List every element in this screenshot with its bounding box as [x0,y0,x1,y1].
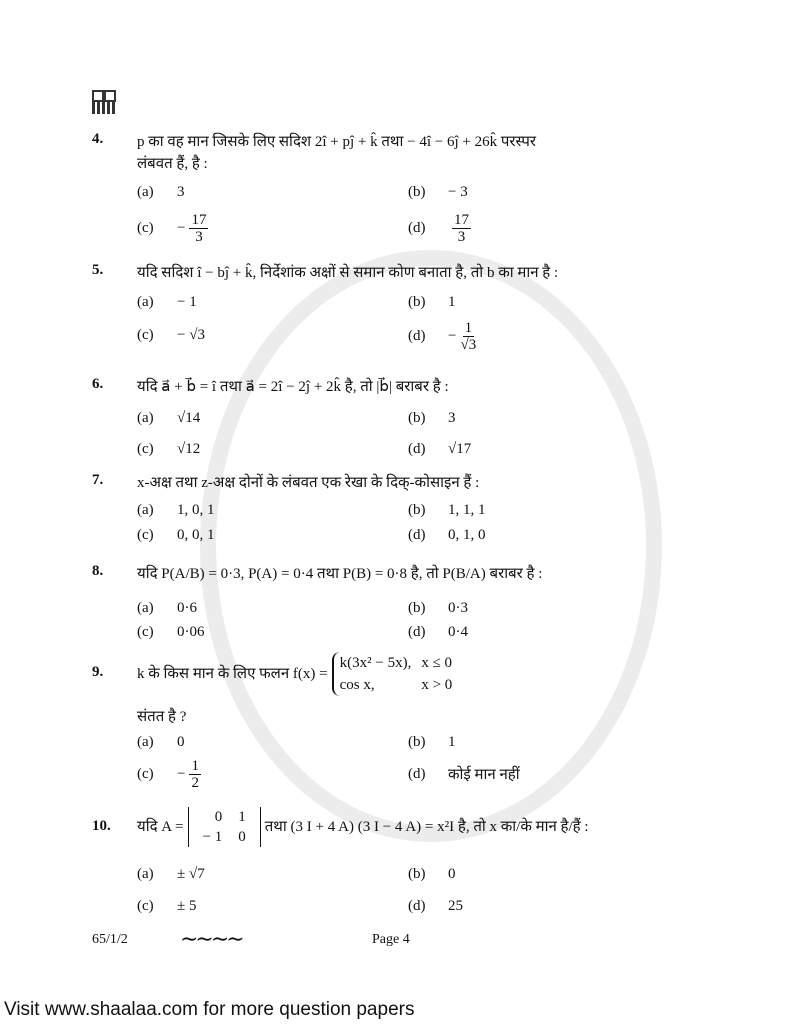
option-a: (a) ± √7 [137,866,205,882]
option-d: (d) 0·4 [408,624,468,640]
option-c: (c) − $\frac{17}{3}$ [137,212,207,245]
question-number: 8. [92,563,104,579]
piecewise-function: k(3x² − 5x), x ≤ 0 cos x, x > 0 [332,652,463,696]
question-stem: यदि A = 0 1 − 1 0 तथा (3 I + 4 A) (3 I − 4 A) = x²I है, तो x का/के मान है/हैं : [137,809,589,845]
option-b: (b) 1 [408,734,456,750]
option-a: (a) 0·6 [137,600,197,616]
question-stem: k के किस मान के लिए फलन f(x) = k(3x² − 5x), x ≤ 0 cos x, x > 0 [137,652,787,696]
option-d: (d) $\frac{17}{3}$ [408,212,469,245]
option-b: (b) 3 [408,410,456,426]
question-stem-continued: संतत है ? [137,709,187,725]
squiggle-decoration: ∼∼∼∼ [180,926,242,951]
question-number: 10. [92,818,111,834]
option-d: (d) − $\frac{1}{√3}$ [408,320,477,353]
option-d: (d) 25 [408,898,463,914]
question-number: 9. [92,664,104,680]
question-stem: यदि सदिश î − bĵ + k̂, निर्देशांक अक्षों से समान कोण बनाता है, तो b का मान है : [137,265,559,281]
question-stem: यदि a⃗ + b⃗ = î तथा a⃗ = 2î − 2ĵ + 2k̂ है, तो |b⃗| बराबर है : [137,379,449,395]
option-c: (c) 0, 0, 1 [137,527,215,543]
option-b: (b) 0·3 [408,600,468,616]
promo-link[interactable]: Visit www.shaalaa.com for more question papers [4,999,415,1020]
option-a: (a) − 1 [137,294,197,310]
paper-code: 65/1/2 [92,932,128,947]
matrix-a: 0 1 − 1 0 [188,807,261,847]
option-b: (b) − 3 [408,184,468,200]
option-a: (a) 0 [137,734,185,750]
question-stem: x-अक्ष तथा z-अक्ष दोनों के लंबवत एक रेखा के दिक्-कोसाइन हैं : [137,475,480,491]
option-c: (c) √12 [137,441,201,457]
option-b: (b) 1, 1, 1 [408,502,486,518]
question-number: 5. [92,262,104,278]
option-b: (b) 1 [408,294,456,310]
question-stem: p का वह मान जिसके लिए सदिश 2î + pĵ + k̂ तथा − 4î − 6ĵ + 26k̂ परस्पर लंबवत हैं, है : [137,134,536,172]
option-c: (c) − $\frac{1}{2}$ [137,758,199,791]
option-c: (c) 0·06 [137,624,205,640]
question-number: 7. [92,472,104,488]
option-d: (d) √17 [408,441,472,457]
question-stem: यदि P(A/B) = 0·3, P(A) = 0·4 तथा P(B) = 0·8 है, तो P(B/A) बराबर है : [137,566,543,582]
option-c: (c) − √3 [137,327,205,343]
option-a: (a) 3 [137,184,185,200]
qr-code-icon [92,90,116,114]
page-number: Page 4 [372,932,410,947]
option-b: (b) 0 [408,866,456,882]
option-d: (d) 0, 1, 0 [408,527,486,543]
option-a: (a) 1, 0, 1 [137,502,215,518]
option-c: (c) ± 5 [137,898,197,914]
question-number: 4. [92,131,104,147]
option-a: (a) √14 [137,410,201,426]
question-number: 6. [92,376,104,392]
option-d: (d) कोई मान नहीं [408,765,520,783]
